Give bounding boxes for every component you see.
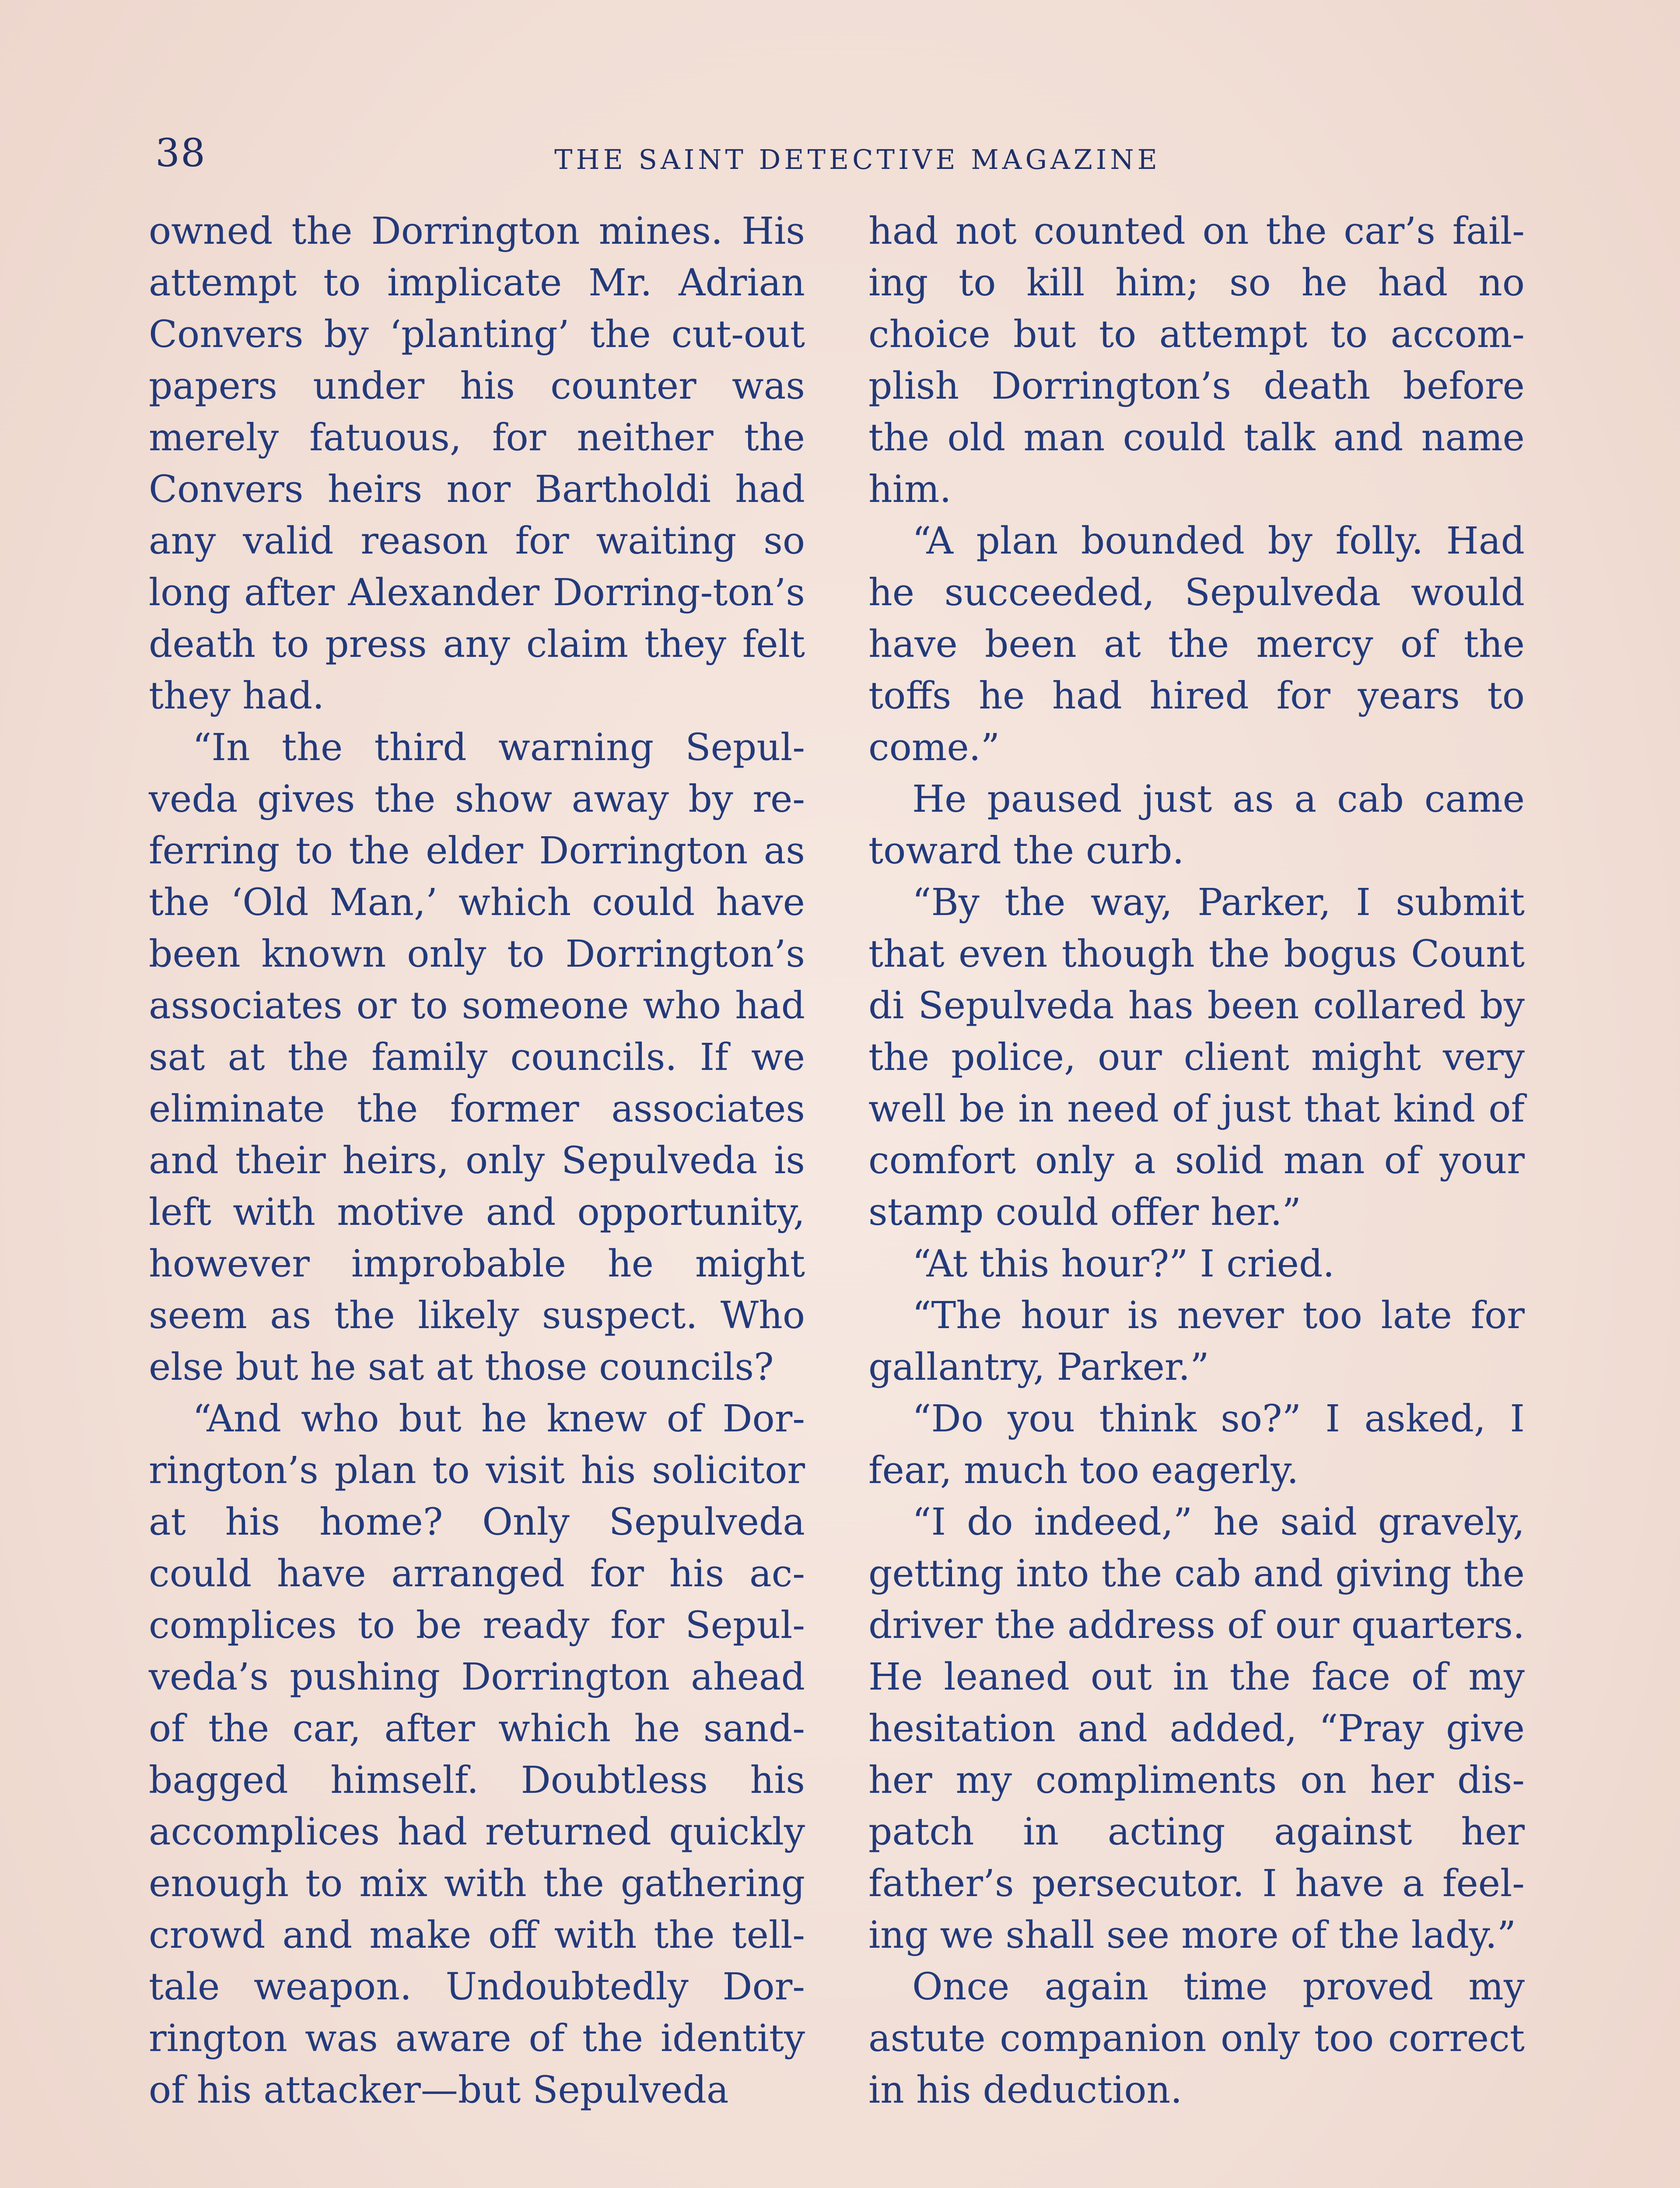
paragraph: “Do you think so?” I asked, I fear, much too eagerly. [868,1397,1525,1492]
paragraph: He paused just as a cab came toward the curb. [868,778,1525,873]
paragraph: “And who but he knew of Dor-rington’s plan to visit his solicitor at his home? Only Sepulveda could have arranged for his ac-complices to be ready for Sepul-veda’s pushing Dorrington ahead of the car, after which he sand-bagged himself. Doubtless his accomplices had returned quickly enough to mix with the gathering crowd and make off with the tell-tale weapon. Undoubtedly Dor-rington was aware of the identity of his attacker—but Sepulveda [149,1397,805,2112]
text-column-right [868,206,1525,2116]
text-column-left [149,206,805,2116]
running-title: THE SAINT DETECTIVE MAGAZINE [554,144,1161,175]
page-number: 38 [155,130,206,175]
paragraph: had not counted on the car’s fail-ing to kill him; so he had no choice but to attempt to accom-plish Dorrington’s death before the old man could talk and name him. [868,210,1525,511]
paragraph: “In the third warning Sepul-veda gives the show away by re-ferring to the elder Dorrington as the ‘Old Man,’ which could have been known only to Dorrington’s associates or to someone who had sat at the family councils. If we eliminate the former associates and their heirs, only Sepulveda is left with motive and opportunity, however improbable he might seem as the likely suspect. Who else but he sat at those councils? [149,726,805,1389]
paragraph: Once again time proved my astute companion only too correct in his deduction. [868,1965,1525,2112]
paragraph: “A plan bounded by folly. Had he succeeded, Sepulveda would have been at the mercy of the toffs he had hired for years to come.” [868,519,1525,769]
paragraph: “At this hour?” I cried. [912,1242,1335,1286]
page-header [155,127,1533,188]
paragraph: “By the way, Parker, I submit that even though the bogus Count di Sepulveda has been collared by the police, our client might very well be in need of just that kind of comfort only a solid man of your stamp could offer her.” [868,881,1525,1234]
paragraph: owned the Dorrington mines. His attempt to implicate Mr. Adrian Convers by ‘planting’ the cut-out papers under his counter was merely fatuous, for neither the Convers heirs nor Bartholdi had any valid reason for waiting so long after Alexander Dorring-ton’s death to press any claim they felt they had. [149,210,805,718]
paragraph: “The hour is never too late for gallantry, Parker.” [868,1294,1525,1389]
paragraph: “I do indeed,” he said gravely, getting into the cab and giving the driver the address of our quarters. He leaned out in the face of my hesitation and added, “Pray give her my compliments on her dis-patch in acting against her father’s persecutor. I have a feel-ing we shall see more of the lady.” [868,1501,1525,1957]
